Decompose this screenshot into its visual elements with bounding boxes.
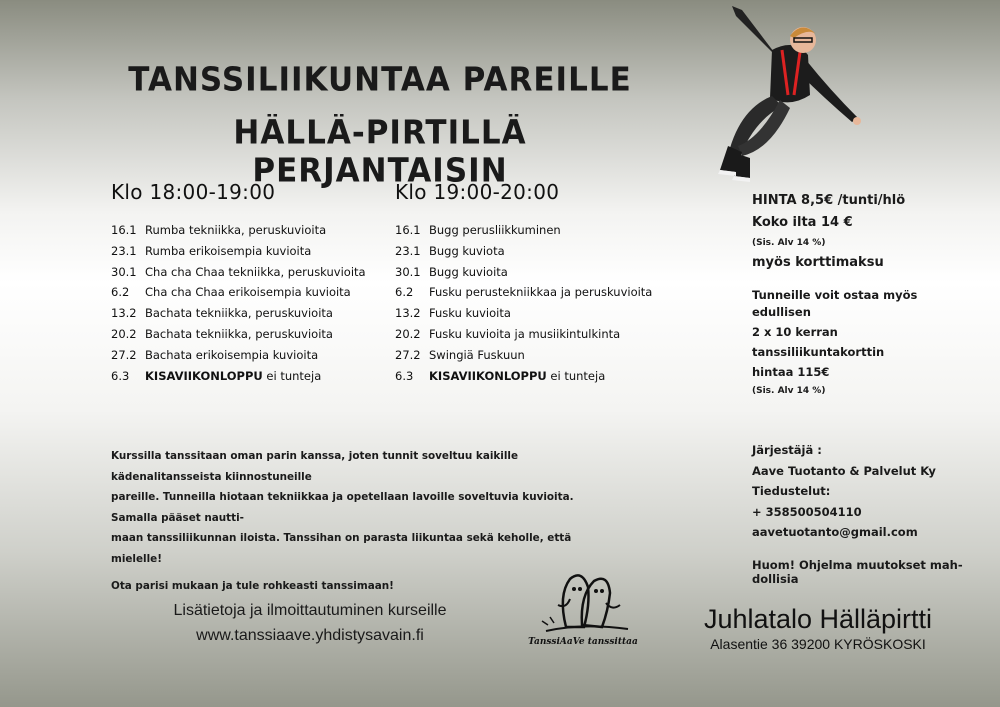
organizer-block <box>752 440 963 586</box>
schedule-column-2 <box>395 180 695 386</box>
schedule-row: 30.1 Bugg kuvioita <box>395 264 508 279</box>
schedule-row: 6.3 KISAVIIKONLOPPU ei tunteja <box>395 368 606 383</box>
offer-line: edullisen <box>752 305 811 319</box>
evening-price: Koko ilta 14 € <box>752 215 853 230</box>
schedule-row: 20.2 Fusku kuvioita ja musiikintulkinta <box>395 326 621 341</box>
vat-note: (Sis. Alv 14 %) <box>752 386 826 396</box>
schedule-row: 27.2 Swingiä Fuskuun <box>395 347 525 362</box>
offer-line: Tunneille voit ostaa myös <box>752 288 918 302</box>
schedule-row: 13.2 Bachata tekniikka, peruskuvioita <box>111 306 333 321</box>
schedule-row: 6.2 Fusku perustekniikkaa ja peruskuvioita <box>395 285 653 300</box>
schedule-heading: Klo 19:00-20:00 <box>395 180 560 204</box>
schedule-row: 16.1 Bugg perusliikkuminen <box>395 223 561 237</box>
venue-block <box>680 602 956 652</box>
schedule-row: 23.1 Bugg kuviota <box>395 243 505 258</box>
schedule-row: 6.2 Cha cha Chaa erikoisempia kuvioita <box>111 285 351 300</box>
dancer-illustration <box>690 0 870 185</box>
schedule-heading: Klo 18:00-19:00 <box>111 180 276 204</box>
website-link[interactable]: www.tanssiaave.yhdistysavain.fi <box>196 627 424 644</box>
note-line: dollisia <box>752 571 799 586</box>
offer-line: tanssiliikuntakorttin <box>752 345 885 359</box>
card-payment: myös korttimaksu <box>752 255 884 270</box>
info-line: Lisätietoja ja ilmoittautuminen kurseille <box>173 602 447 619</box>
offer-line: hintaa 115€ <box>752 365 830 379</box>
pricing-block <box>752 190 917 400</box>
venue-address: Alasentie 36 39200 KYRÖSKOSKI <box>710 636 926 652</box>
price: HINTA 8,5€ /tunti/hlö <box>752 193 906 208</box>
organizer-name: Aave Tuotanto & Palvelut Ky <box>752 463 936 478</box>
title-line-1: TANSSILIIKUNTAA PAREILLE <box>128 61 632 99</box>
venue-name: Juhlatalo Hälläpirtti <box>703 604 933 634</box>
description-invitation: Ota parisi mukaan ja tule rohkeasti tanssimaan! <box>111 579 394 592</box>
title-line-2: HÄLLÄ-PIRTILLÄ PERJANTAISIN <box>233 114 527 190</box>
description-paragraph: Kurssilla tanssitaan oman parin kanssa, joten tunnit soveltuu kaikille kädenalitansseista kiinnostuneille pareille. Tunneilla hiotaan tekniikkaa ja opetellaan lavoille soveltuvia kuvioita. Samalla pääset nautti- maan tanssiliikunnan iloista. Tanssihan on parasta liikuntaa sekä keholle, että mielelle! <box>111 450 574 565</box>
schedule-row: 30.1 Cha cha Chaa tekniikka, peruskuvioita <box>111 264 366 279</box>
phone: + 358500504110 <box>752 504 862 519</box>
info-block <box>140 598 480 648</box>
logo-text: TanssiAaVe tanssittaa <box>528 637 638 647</box>
schedule-row: 13.2 Fusku kuvioita <box>395 306 511 321</box>
schedule-row: 20.2 Bachata tekniikka, peruskuvioita <box>111 326 333 341</box>
offer-line: 2 x 10 kerran <box>752 325 838 339</box>
schedule-row: 23.1 Rumba erikoisempia kuvioita <box>111 243 312 258</box>
schedule-row: 27.2 Bachata erikoisempia kuvioita <box>111 347 319 362</box>
vat-note: (Sis. Alv 14 %) <box>752 238 826 248</box>
schedule-row: 16.1 Rumba tekniikka, peruskuvioita <box>111 223 327 237</box>
organizer-label: Järjestäjä : <box>752 443 822 457</box>
email: aavetuotanto@gmail.com <box>752 525 918 539</box>
note-line: Huom! Ohjelma muutokset mah- <box>752 557 963 572</box>
schedule-column-1 <box>111 180 411 386</box>
schedule-row: 6.3 KISAVIIKONLOPPU ei tunteja <box>111 368 322 383</box>
contact-label: Tiedustelut: <box>752 484 831 498</box>
